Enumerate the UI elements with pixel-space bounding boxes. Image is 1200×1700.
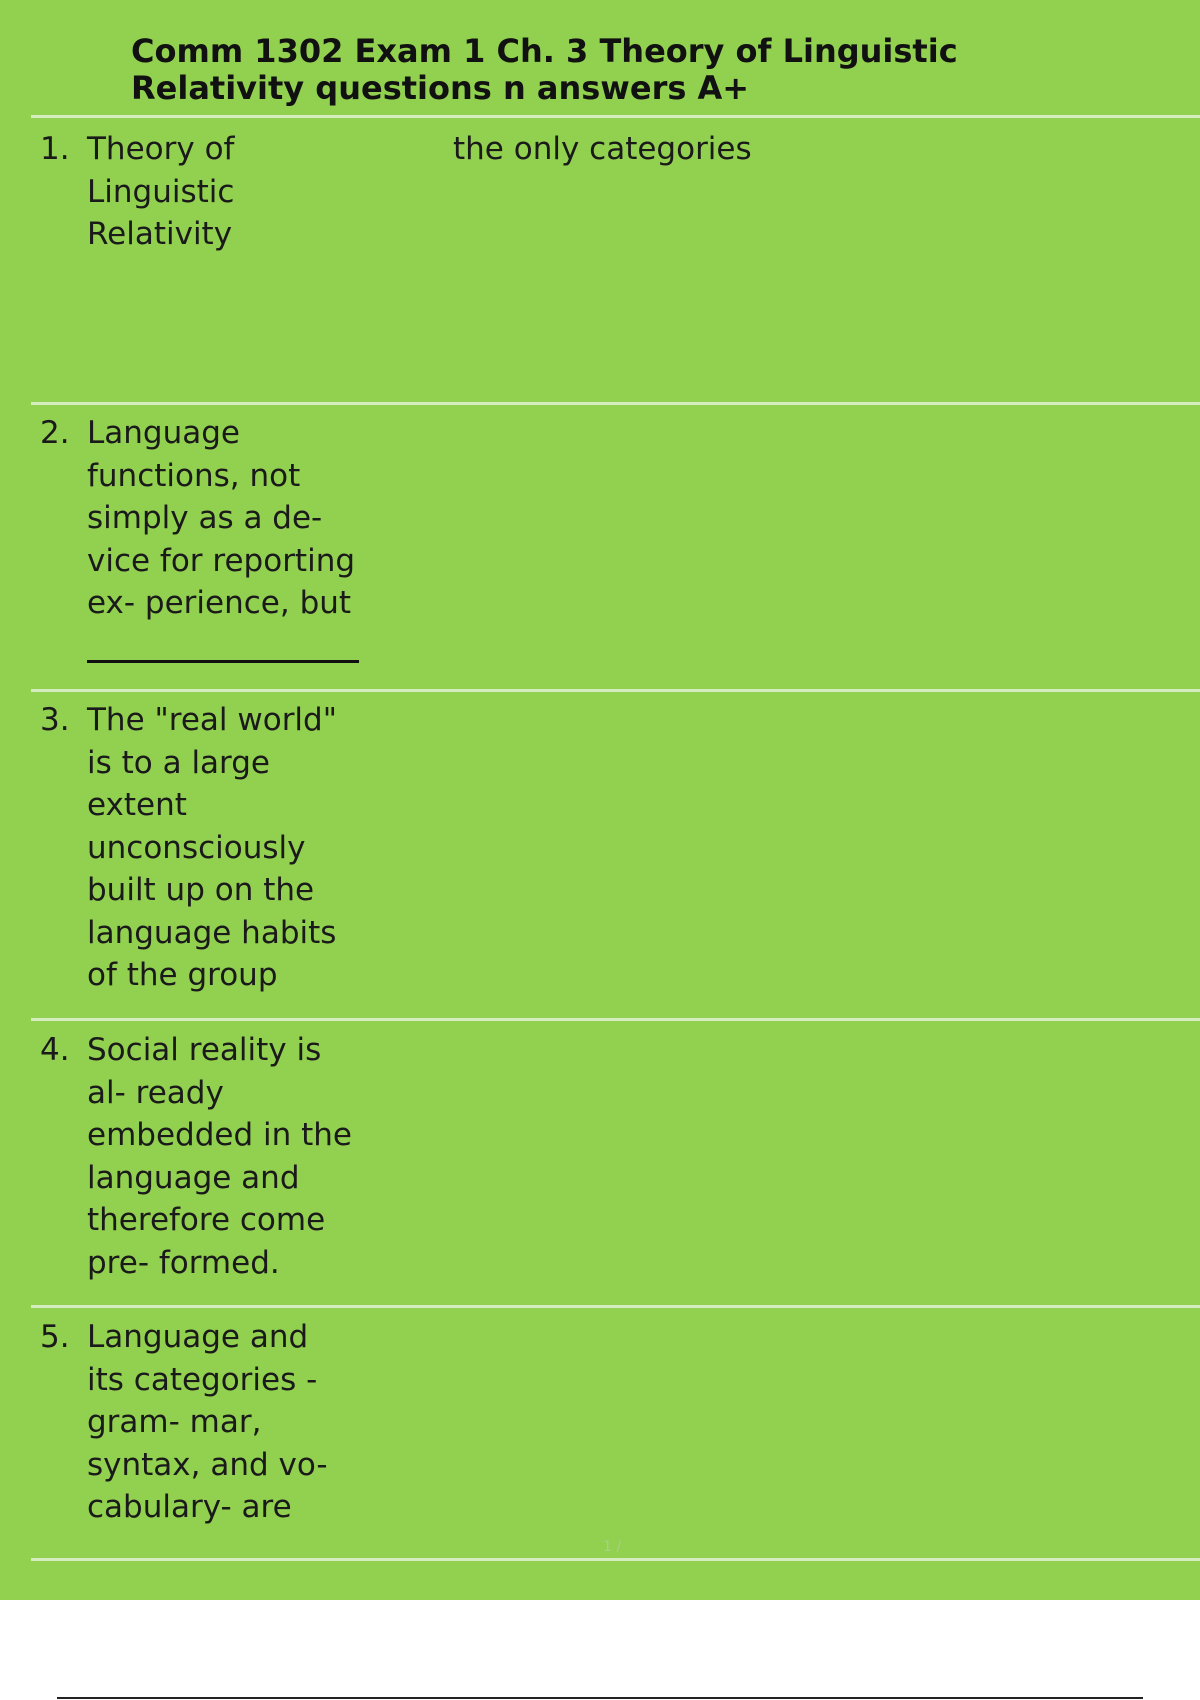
footer-rule: [57, 1697, 1143, 1699]
question-text: The "real world" is to a large extent unconsciously built up on the language habits of the group: [87, 702, 337, 993]
question-number: 1.: [40, 131, 70, 167]
divider: [31, 115, 1200, 118]
question-text: Theory of Linguistic Relativity: [87, 131, 235, 252]
question-text: Language and its categories - gram- mar, syntax, and vo- cabulary- are: [87, 1319, 328, 1525]
divider: [31, 689, 1200, 692]
divider: [31, 1305, 1200, 1308]
question-text: Social reality is al- ready embedded in the language and therefore come pre- formed.: [87, 1032, 352, 1281]
divider: [31, 402, 1200, 405]
page-number: 1 /: [603, 1539, 622, 1555]
answer-text: the only categories: [453, 131, 752, 167]
divider: [31, 1018, 1200, 1021]
question-number: 4.: [40, 1032, 70, 1068]
question-number: 3.: [40, 702, 70, 738]
document-title: Comm 1302 Exam 1 Ch. 3 Theory of Linguistic Relativity questions n answers A+: [131, 32, 958, 107]
question-number: 5.: [40, 1319, 70, 1355]
fill-in-blank-line: [87, 660, 359, 663]
question-number: 2.: [40, 415, 70, 451]
divider: [31, 1558, 1200, 1561]
question-text: Language functions, not simply as a de- vice for reporting ex- perience, but: [87, 415, 356, 621]
